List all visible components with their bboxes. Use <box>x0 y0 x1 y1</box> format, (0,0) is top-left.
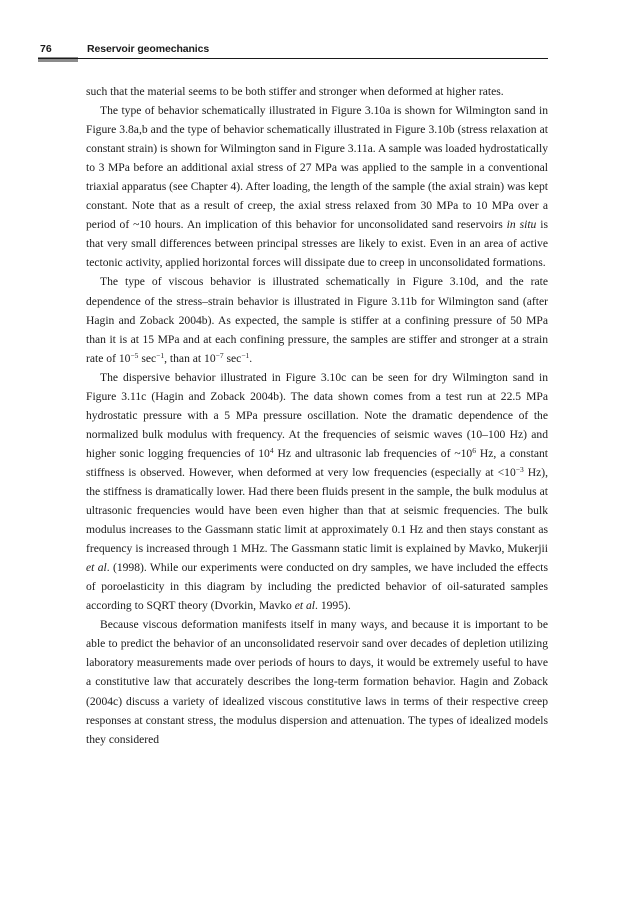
paragraph: The type of behavior schematically illustrated in Figure 3.10a is shown for Wilmington sand in Figure 3.8a,b and the type of behavior schematically illustrated in Figure 3.10b (stress relaxation at constant strain) is shown for Wilmington sand in Figure 3.11a. A sample was loaded hydrostatically to 3 MPa before an additional axial stress of 27 MPa was applied to the sample in a conventional triaxial apparatus (see Chapter 4). After loading, the length of the sample (the axial strain) was kept constant. Note that as a result of creep, the axial stress relaxed from 30 MPa to 10 MPa over a period of ~10 hours. An implication of this behavior for unconsolidated sand reservoirs in situ is that very small differences between principal stresses are likely to exist. Even in an area of active tectonic activity, applied horizontal forces will dissipate due to creep in unconsolidated formations. <box>86 104 548 270</box>
paragraph: such that the material seems to be both stiffer and stronger when deformed at higher rates. <box>86 85 504 98</box>
running-title: Reservoir geomechanics <box>87 43 210 55</box>
paragraph: Because viscous deformation manifests itself in many ways, and because it is important to be able to predict the behavior of an unconsolidated reservoir sand over decades of depletion utilizing laboratory measurements made over periods of hours to days, it would be extremely useful to have a constitutive law that accurately describes the long-term formation behavior. Hagin and Zoback (2004c) discuss a variety of idealized viscous constitutive laws in terms of their respective creep responses at constant stress, the modulus dispersion and attenuation. The types of idealized models they considered <box>86 618 548 746</box>
header-rule <box>38 58 548 59</box>
paragraph: The type of viscous behavior is illustrated schematically in Figure 3.10d, and the rate dependence of the stress–strain behavior is illustrated in Figure 3.11b for Wilmington sand (after Hagin and Zoback 2004b). As expected, the sample is stiffer at a confining pressure of 50 MPa than it is at 15 MPa and at each confining pressure, the samples are stiffer and stronger at a strain rate of $10^{-5}$ $\sec^{-1}$, than at $10^{-7}$ $\sec^{-1}$. <box>86 275 548 365</box>
page-header <box>38 40 548 66</box>
paragraph: The dispersive behavior illustrated in Figure 3.10c can be seen for dry Wilmington sand in Figure 3.11c (Hagin and Zoback 2004b). The data shown comes from a test run at 22.5 MPa hydrostatic pressure with a 5 MPa pressure oscillation. Note the dramatic dependence of the normalized bulk modulus with frequency. At the frequencies of seismic waves (10–100 Hz) and higher sonic logging frequencies of $10^4$ Hz and ultrasonic lab frequencies of $\sim 10^6$ Hz, a constant stiffness is observed. However, when deformed at very low frequencies (especially at $<10^{-3}$ Hz), the stiffness is dramatically lower. Had there been fluids present in the sample, the bulk modulus at ultrasonic frequencies would have been even higher than that at seismic frequencies. The bulk modulus increases to the Gassmann static limit at approximately 0.1 Hz and then stays constant as frequency is increased through 1 MHz. The Gassmann static limit is explained by Mavko, Mukerjii et al. (1998). While our experiments were conducted on dry samples, we have included the effects of poroelasticity in this diagram by including the predicted behavior of oil-saturated samples according to SQRT theory (Dvorkin, Mavko et al. 1995). <box>86 370 549 613</box>
page-number: 76 <box>40 43 52 55</box>
body-text <box>86 82 548 749</box>
